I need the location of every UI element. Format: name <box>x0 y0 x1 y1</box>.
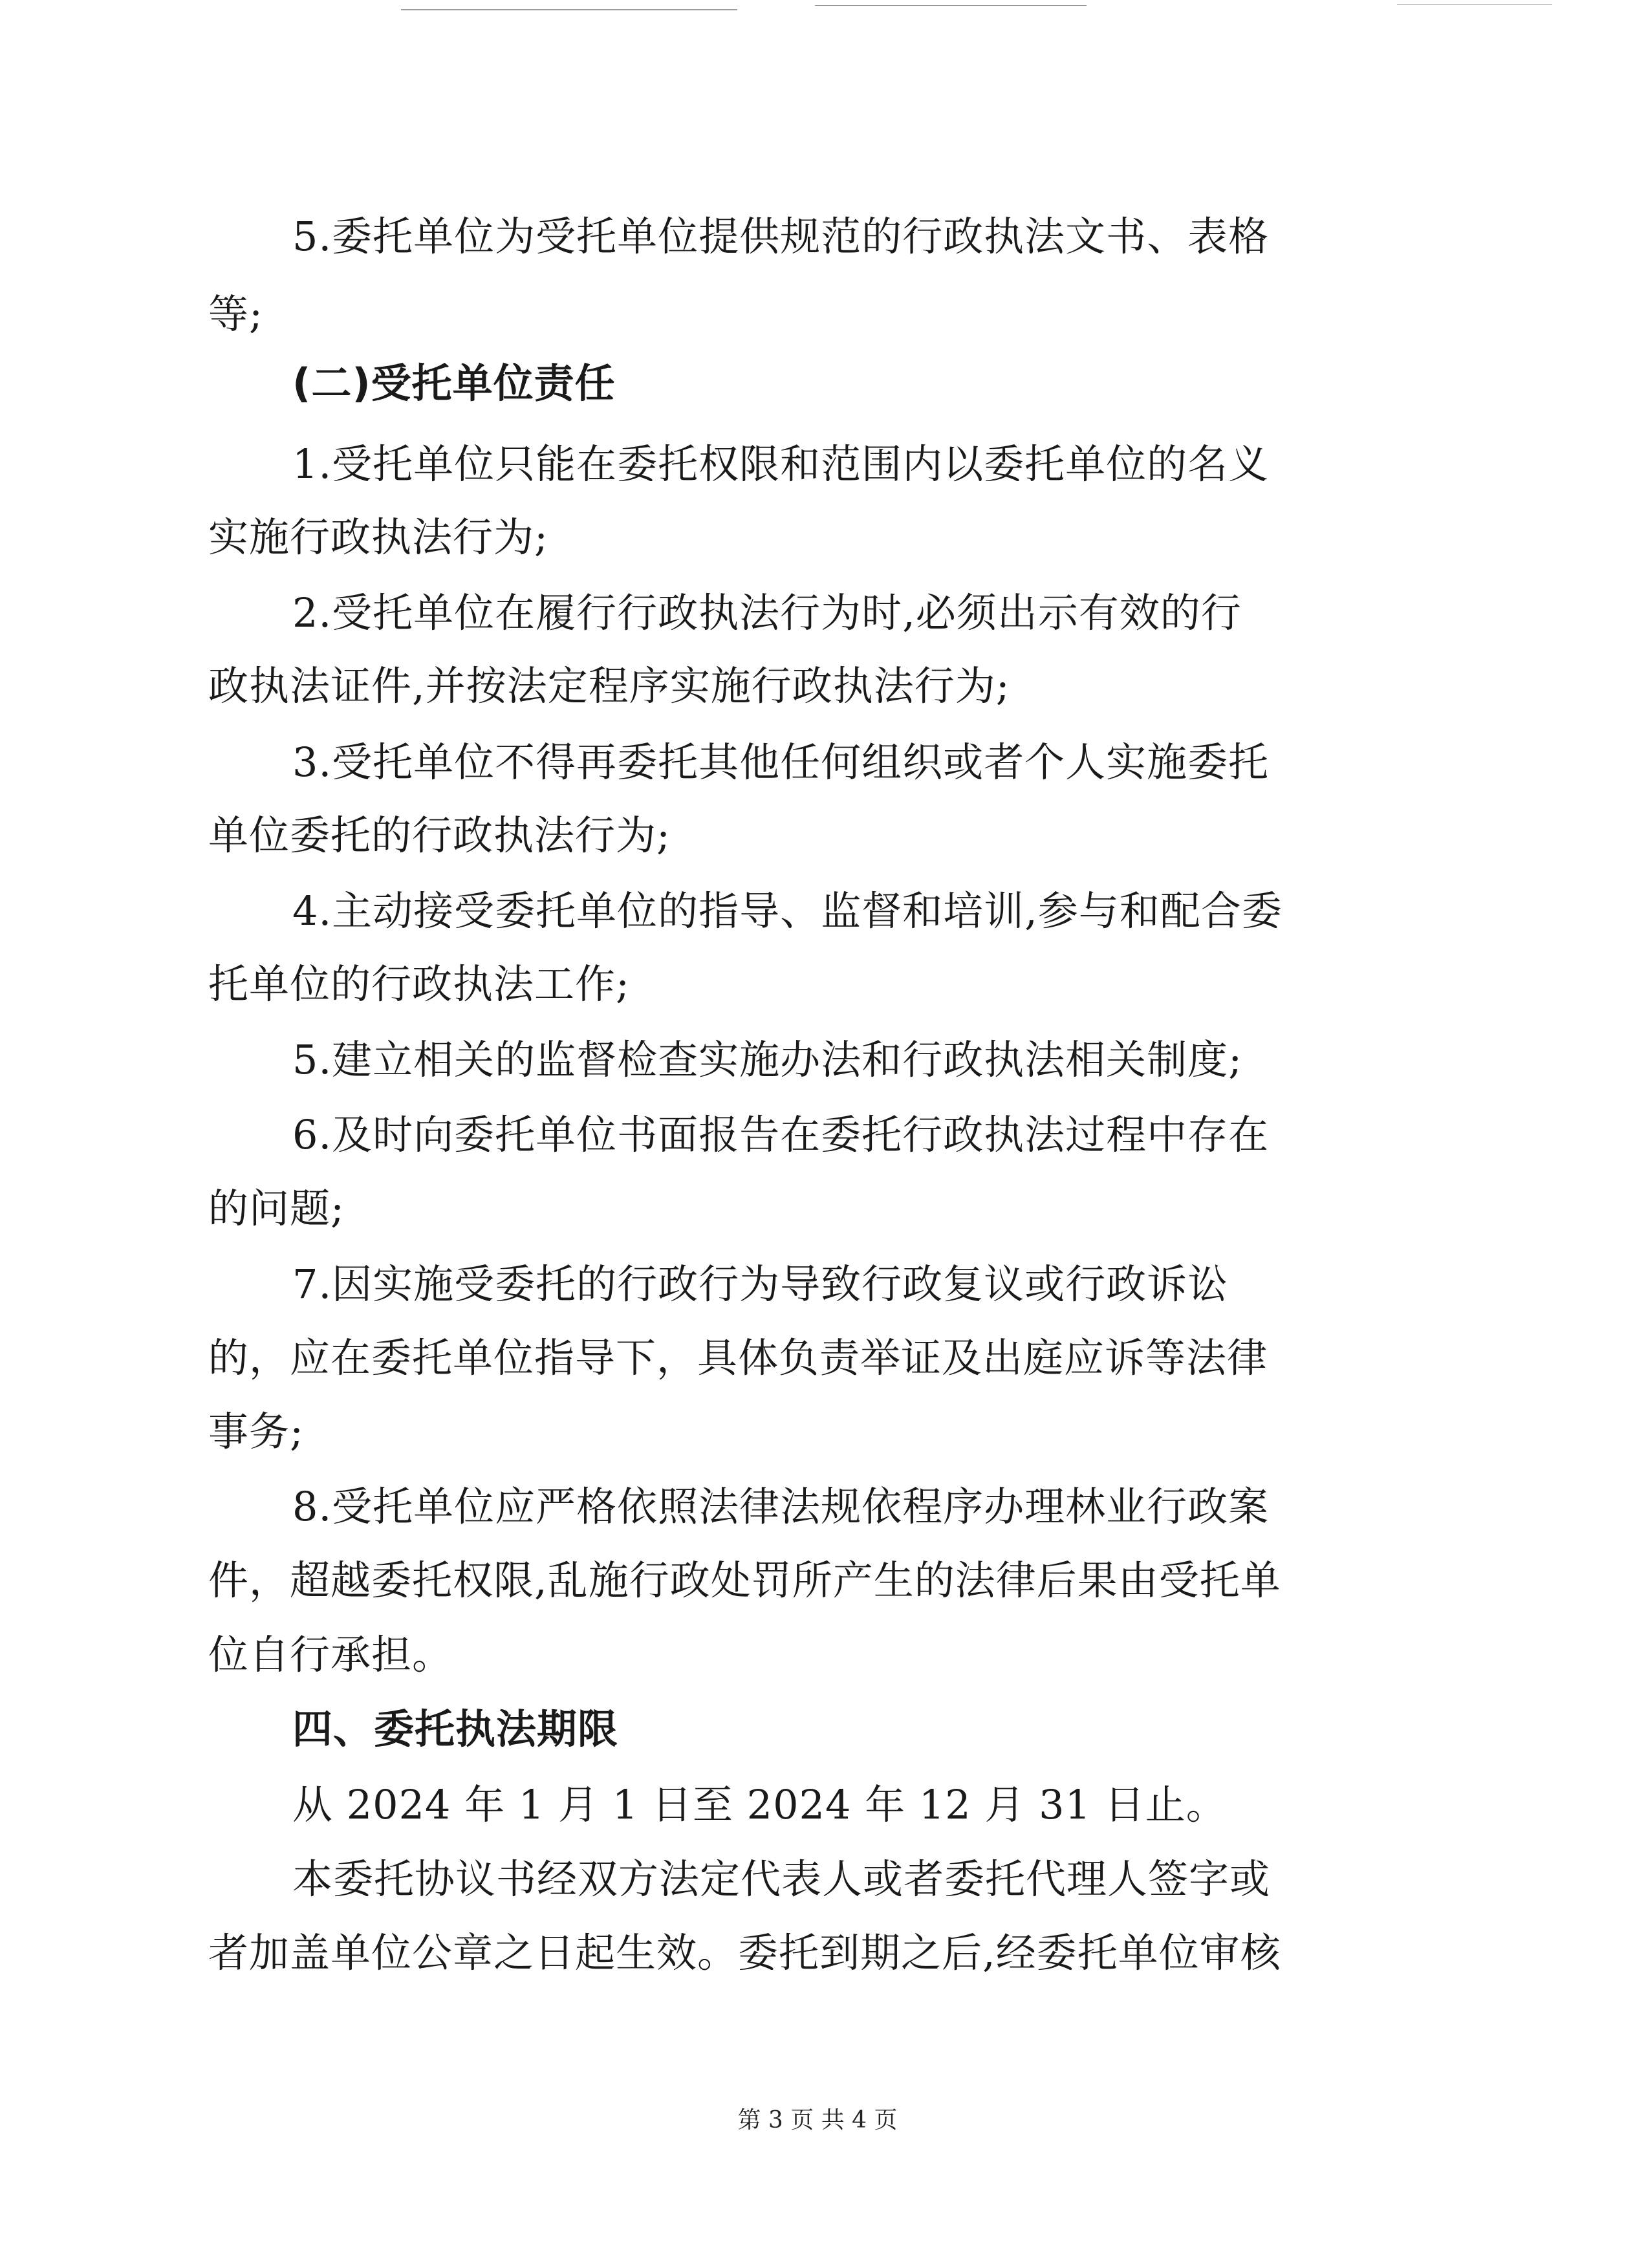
paragraph-line: 实施行政执法行为; <box>208 513 548 561</box>
paragraph-line: 托单位的行政执法工作; <box>208 960 630 1008</box>
section-heading: (二)受托单位责任 <box>292 360 616 407</box>
paragraph-line: 6.及时向委托单位书面报告在委托行政执法过程中存在 <box>292 1111 1270 1158</box>
paragraph-line: 的问题; <box>208 1185 345 1232</box>
scan-mark <box>1397 4 1552 5</box>
paragraph-line: 7.因实施受委托的行政行为导致行政复议或行政诉讼 <box>292 1260 1229 1308</box>
paragraph-line: 事务; <box>208 1408 304 1455</box>
paragraph-line: 1.受托单位只能在委托权限和范围内以委托单位的名义 <box>292 440 1270 488</box>
paragraph-line: 2.受托单位在履行行政执法行为时,必须出示有效的行 <box>292 589 1242 636</box>
paragraph-line: 等; <box>208 290 263 338</box>
paragraph-line: 位自行承担。 <box>208 1631 453 1678</box>
paragraph-line: 件，超越委托权限,乱施行政处罚所产生的法律后果由受托单 <box>208 1557 1281 1604</box>
paragraph-line: 4.主动接受委托单位的指导、监督和培训,参与和配合委 <box>292 887 1283 934</box>
scan-mark <box>815 5 1087 6</box>
scan-mark <box>401 9 737 10</box>
paragraph-line: 3.受托单位不得再委托其他任何组织或者个人实施委托 <box>292 739 1270 786</box>
paragraph-line: 5.委托单位为受托单位提供规范的行政执法文书、表格 <box>292 213 1270 260</box>
page-number: 第 3 页 共 4 页 <box>737 2107 898 2133</box>
paragraph-line: 5.建立相关的监督检查实施办法和行政执法相关制度; <box>292 1036 1243 1083</box>
paragraph-line: 政执法证件,并按法定程序实施行政执法行为; <box>208 662 1010 709</box>
paragraph-line: 的，应在委托单位指导下，具体负责举证及出庭应诉等法律 <box>208 1334 1268 1381</box>
paragraph-line: 本委托协议书经双方法定代表人或者委托代理人签字或 <box>292 1855 1271 1903</box>
paragraph-line: 8.受托单位应严格依照法律法规依程序办理林业行政案 <box>292 1483 1270 1530</box>
paragraph-line: 者加盖单位公章之日起生效。委托到期之后,经委托单位审核 <box>208 1929 1281 1976</box>
paragraph-line: 从 2024 年 1 月 1 日至 2024 年 12 月 31 日止。 <box>292 1781 1227 1828</box>
paragraph-line: 单位委托的行政执法行为; <box>208 812 671 859</box>
section-heading: 四、委托执法期限 <box>292 1705 619 1753</box>
